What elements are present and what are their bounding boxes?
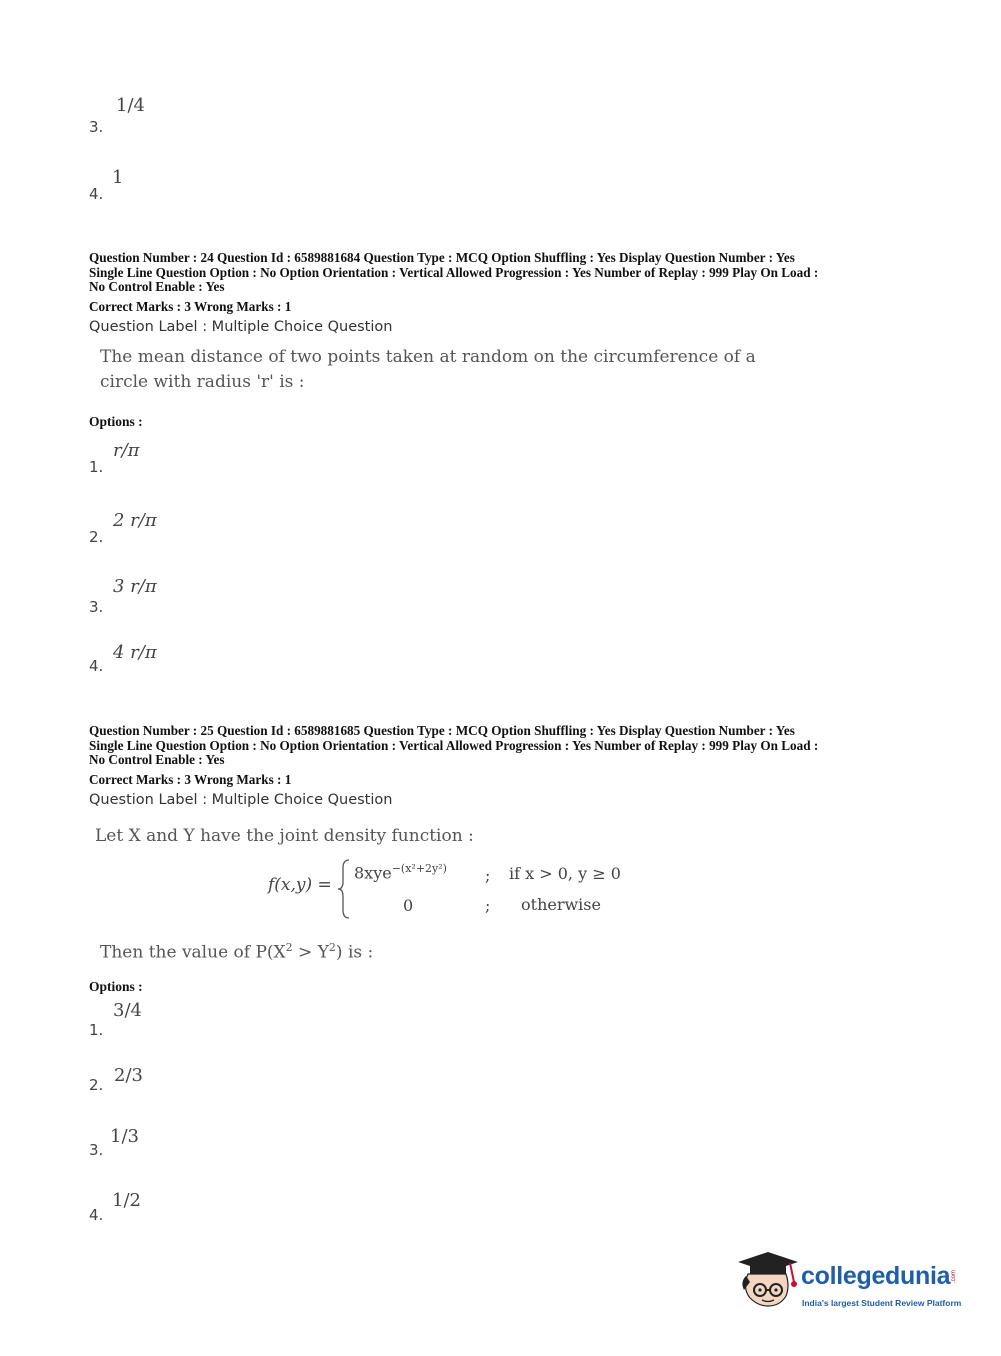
q25-question-prompt [100,935,373,966]
q24-option-1-number: 1. [89,458,104,476]
prev-option-4-value: 1 [112,167,124,188]
q25-option-2-number: 2. [89,1076,104,1094]
q25-marks: Correct Marks : 3 Wrong Marks : 1 [89,772,292,787]
q24-option-4-value: 4 r/π [113,642,157,663]
q24-question-label: Question Label : Multiple Choice Question [89,319,393,335]
q25-case-1-expression [354,862,447,882]
q24-question-text-line-1: The mean distance of two points taken at random on the circumference of a [100,347,756,367]
q25-meta-line-1: Question Number : 25 Question Id : 6589881685 Question Type : MCQ Option Shuffling : Yes Display Question Number : Yes [89,723,795,738]
q25-case-2-expression: 0 [403,896,414,915]
q25-case-2-condition: otherwise [521,895,601,914]
q25-option-2-value: 2/3 [114,1065,143,1086]
q25-options-heading: Options : [89,979,143,994]
q25-case-1-separator: ; [485,866,491,885]
q25-option-1-number: 1. [89,1021,104,1039]
q24-marks: Correct Marks : 3 Wrong Marks : 1 [89,299,292,314]
q25-question-label: Question Label : Multiple Choice Question [89,792,393,808]
q24-question-text-line-2: circle with radius 'r' is : [100,372,305,392]
q25-prompt-suffix: ) is : [335,942,374,963]
prev-option-3-number: 3. [89,118,104,136]
q24-meta-line-2: Single Line Question Option : No Option Orientation : Vertical Allowed Progression : Yes Number of Replay : 999 Play On Load : [89,264,819,280]
q24-option-1-value: r/π [113,440,140,461]
q25-option-1-value: 3/4 [113,1000,142,1021]
q24-options-heading: Options : [89,414,143,429]
collegedunia-watermark [738,1248,978,1318]
q25-case-1-condition: if x > 0, y ≥ 0 [509,864,621,883]
q25-question-intro: Let X and Y have the joint density function : [95,826,474,846]
q25-option-3-value: 1/3 [110,1126,139,1147]
q25-piecewise-brace [337,858,351,920]
brand-tagline: India's largest Student Review Platform [802,1298,962,1308]
q25-option-4-value: 1/2 [112,1190,141,1211]
prev-option-4-number: 4. [89,185,104,203]
mascot-logo-icon [738,1248,804,1314]
q25-prompt-square-x: 2 [285,941,293,954]
q24-meta-line-1: Question Number : 24 Question Id : 6589881684 Question Type : MCQ Option Shuffling : Yes Display Question Number : Yes [89,250,795,265]
q24-option-2-value: 2 r/π [113,510,157,531]
q25-case-2-separator: ; [485,896,491,915]
q24-meta-line-3: No Control Enable : Yes [89,279,225,294]
brand-suffix: .com [951,1270,957,1284]
q24-option-2-number: 2. [89,528,104,546]
brand-name: collegedunia [801,1262,951,1290]
q24-option-4-number: 4. [89,657,104,675]
q24-option-3-number: 3. [89,598,104,616]
q25-meta-line-3: No Control Enable : Yes [89,752,225,767]
q24-option-3-value: 3 r/π [113,576,157,597]
q25-case-1-base: 8xye [354,863,392,883]
q25-prompt-prefix: Then the value of P(X [100,942,286,963]
q25-prompt-mid: > Y [292,942,329,963]
q25-function-lhs: f(x,y) = [268,875,332,895]
q25-option-3-number: 3. [89,1141,104,1159]
q25-meta-line-2: Single Line Question Option : No Option Orientation : Vertical Allowed Progression : Yes Number of Replay : 999 Play On Load : [89,737,819,753]
q25-case-1-exponent: −(x²+2y²) [391,862,447,875]
prev-option-3-value: 1/4 [116,95,145,116]
q25-option-4-number: 4. [89,1206,104,1224]
q25-prompt-square-y: 2 [328,941,336,954]
